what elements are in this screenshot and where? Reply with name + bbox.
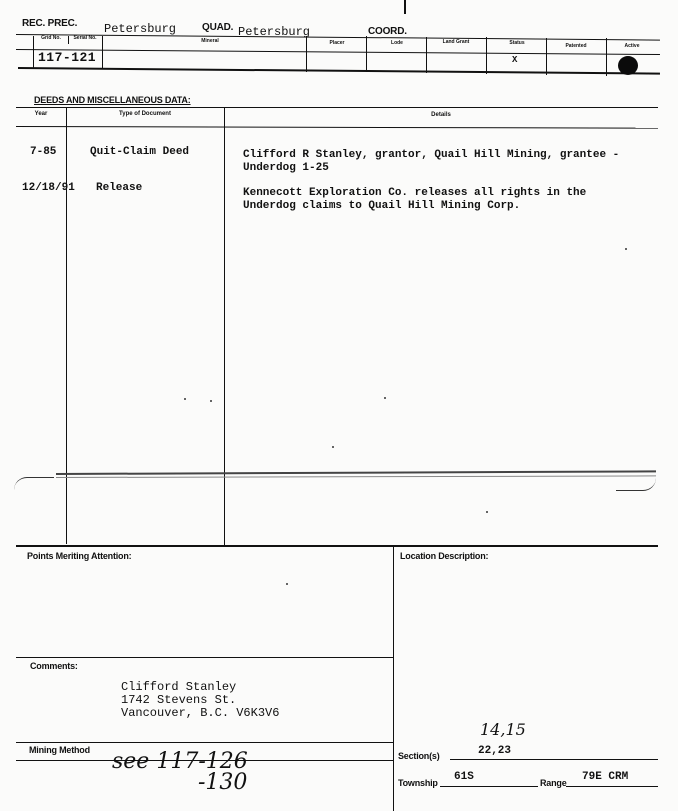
header-col-7 [486,37,487,74]
speck [332,446,334,448]
deed-row-1-details-2: Underdog 1-25 [243,162,329,174]
header-line-mid [16,49,660,55]
quad-label: QUAD. [202,22,234,33]
deeds-table-top-line [16,107,658,108]
paper-fold-curl-left [14,477,54,490]
location-description-label: Location Description: [400,551,489,561]
deed-row-2-details-1: Kennecott Exploration Co. releases all rights in the [243,187,587,199]
mineral-label: Mineral [201,38,219,44]
paper-fold-shadow [56,475,656,478]
deeds-section-title: DEEDS AND MISCELLANEOUS DATA: [34,95,191,105]
header-col-9 [606,38,607,76]
bottom-section-top-line [16,545,658,547]
comments-line-2: 1742 Stevens St. [121,693,237,707]
speck [210,400,212,402]
land-grant-label: Land Grant [442,39,470,45]
range-value: 79E CRM [582,771,629,783]
township-label: Township [398,778,438,788]
section-label: Section(s) [398,751,440,761]
handwritten-130: -130 [198,770,248,795]
grid-serial-value: 117-121 [38,50,97,65]
rec-prec-value: Petersburg [104,22,177,36]
col-year-header: Year [34,111,48,117]
deed-row-2-details-2: Underdog claims to Quail Hill Mining Corp. [243,200,521,212]
speck [625,248,627,250]
paper-fold-line [56,470,656,475]
header-col-8 [546,38,547,75]
grid-no-label: Grid No. [41,35,61,41]
deed-row-1-type: Quit-Claim Deed [90,146,190,158]
status-mark: X [512,55,518,65]
range-line [566,786,658,787]
header-line-bottom [18,67,660,75]
speck [384,397,386,399]
township-value: 61S [454,771,474,783]
deed-row-1-year: 7-85 [30,146,57,158]
mining-method-label: Mining Method [29,745,90,755]
range-label: Range [540,778,567,788]
active-label: Active [624,43,640,49]
deed-row-2-year: 12/18/91 [22,182,75,194]
speck [184,398,186,400]
paper-fold-curl-right [616,478,656,491]
deed-row-1-details-1: Clifford R Stanley, grantor, Quail Hill Mining, grantee - [243,149,620,161]
patented-label: Patented [565,43,587,49]
section-value: 22,23 [478,745,512,757]
deeds-col-divider-1 [66,108,67,544]
col-type-header: Type of Document [119,111,171,117]
lode-label: Lode [391,40,403,46]
comments-top-line [16,657,393,658]
col-details-header: Details [431,112,451,118]
rec-prec-label: REC. PREC. [22,18,78,29]
mining-method-top-line [16,742,393,743]
bottom-center-divider [393,546,394,811]
serial-no-label: Serial No. [73,35,97,41]
comments-line-3: Vancouver, B.C. V6K3V6 [121,706,280,720]
handwritten-see-reference: see 117-126 [112,749,248,774]
speck [486,511,488,513]
header-col-3 [102,36,103,68]
deed-row-2-type: Release [96,182,143,194]
active-filled-circle [618,56,638,75]
speck [286,583,288,585]
township-line [440,786,538,787]
header-col-4 [306,36,307,72]
placer-label: Placer [329,40,345,46]
coord-label: COORD. [368,26,407,37]
section-line [450,759,658,760]
scan-mark [404,0,406,14]
points-meriting-attention-label: Points Meriting Attention: [27,551,132,561]
status-label: Status [509,40,525,46]
deeds-col-divider-2 [224,108,225,545]
header-col-5 [366,36,367,72]
comments-label: Comments: [30,661,78,671]
quad-value: Petersburg [238,25,311,39]
header-col-6 [426,37,427,73]
comments-line-1: Clifford Stanley [121,680,237,694]
deeds-table-header-line [16,126,658,129]
section-handwritten: 14,15 [480,720,526,739]
